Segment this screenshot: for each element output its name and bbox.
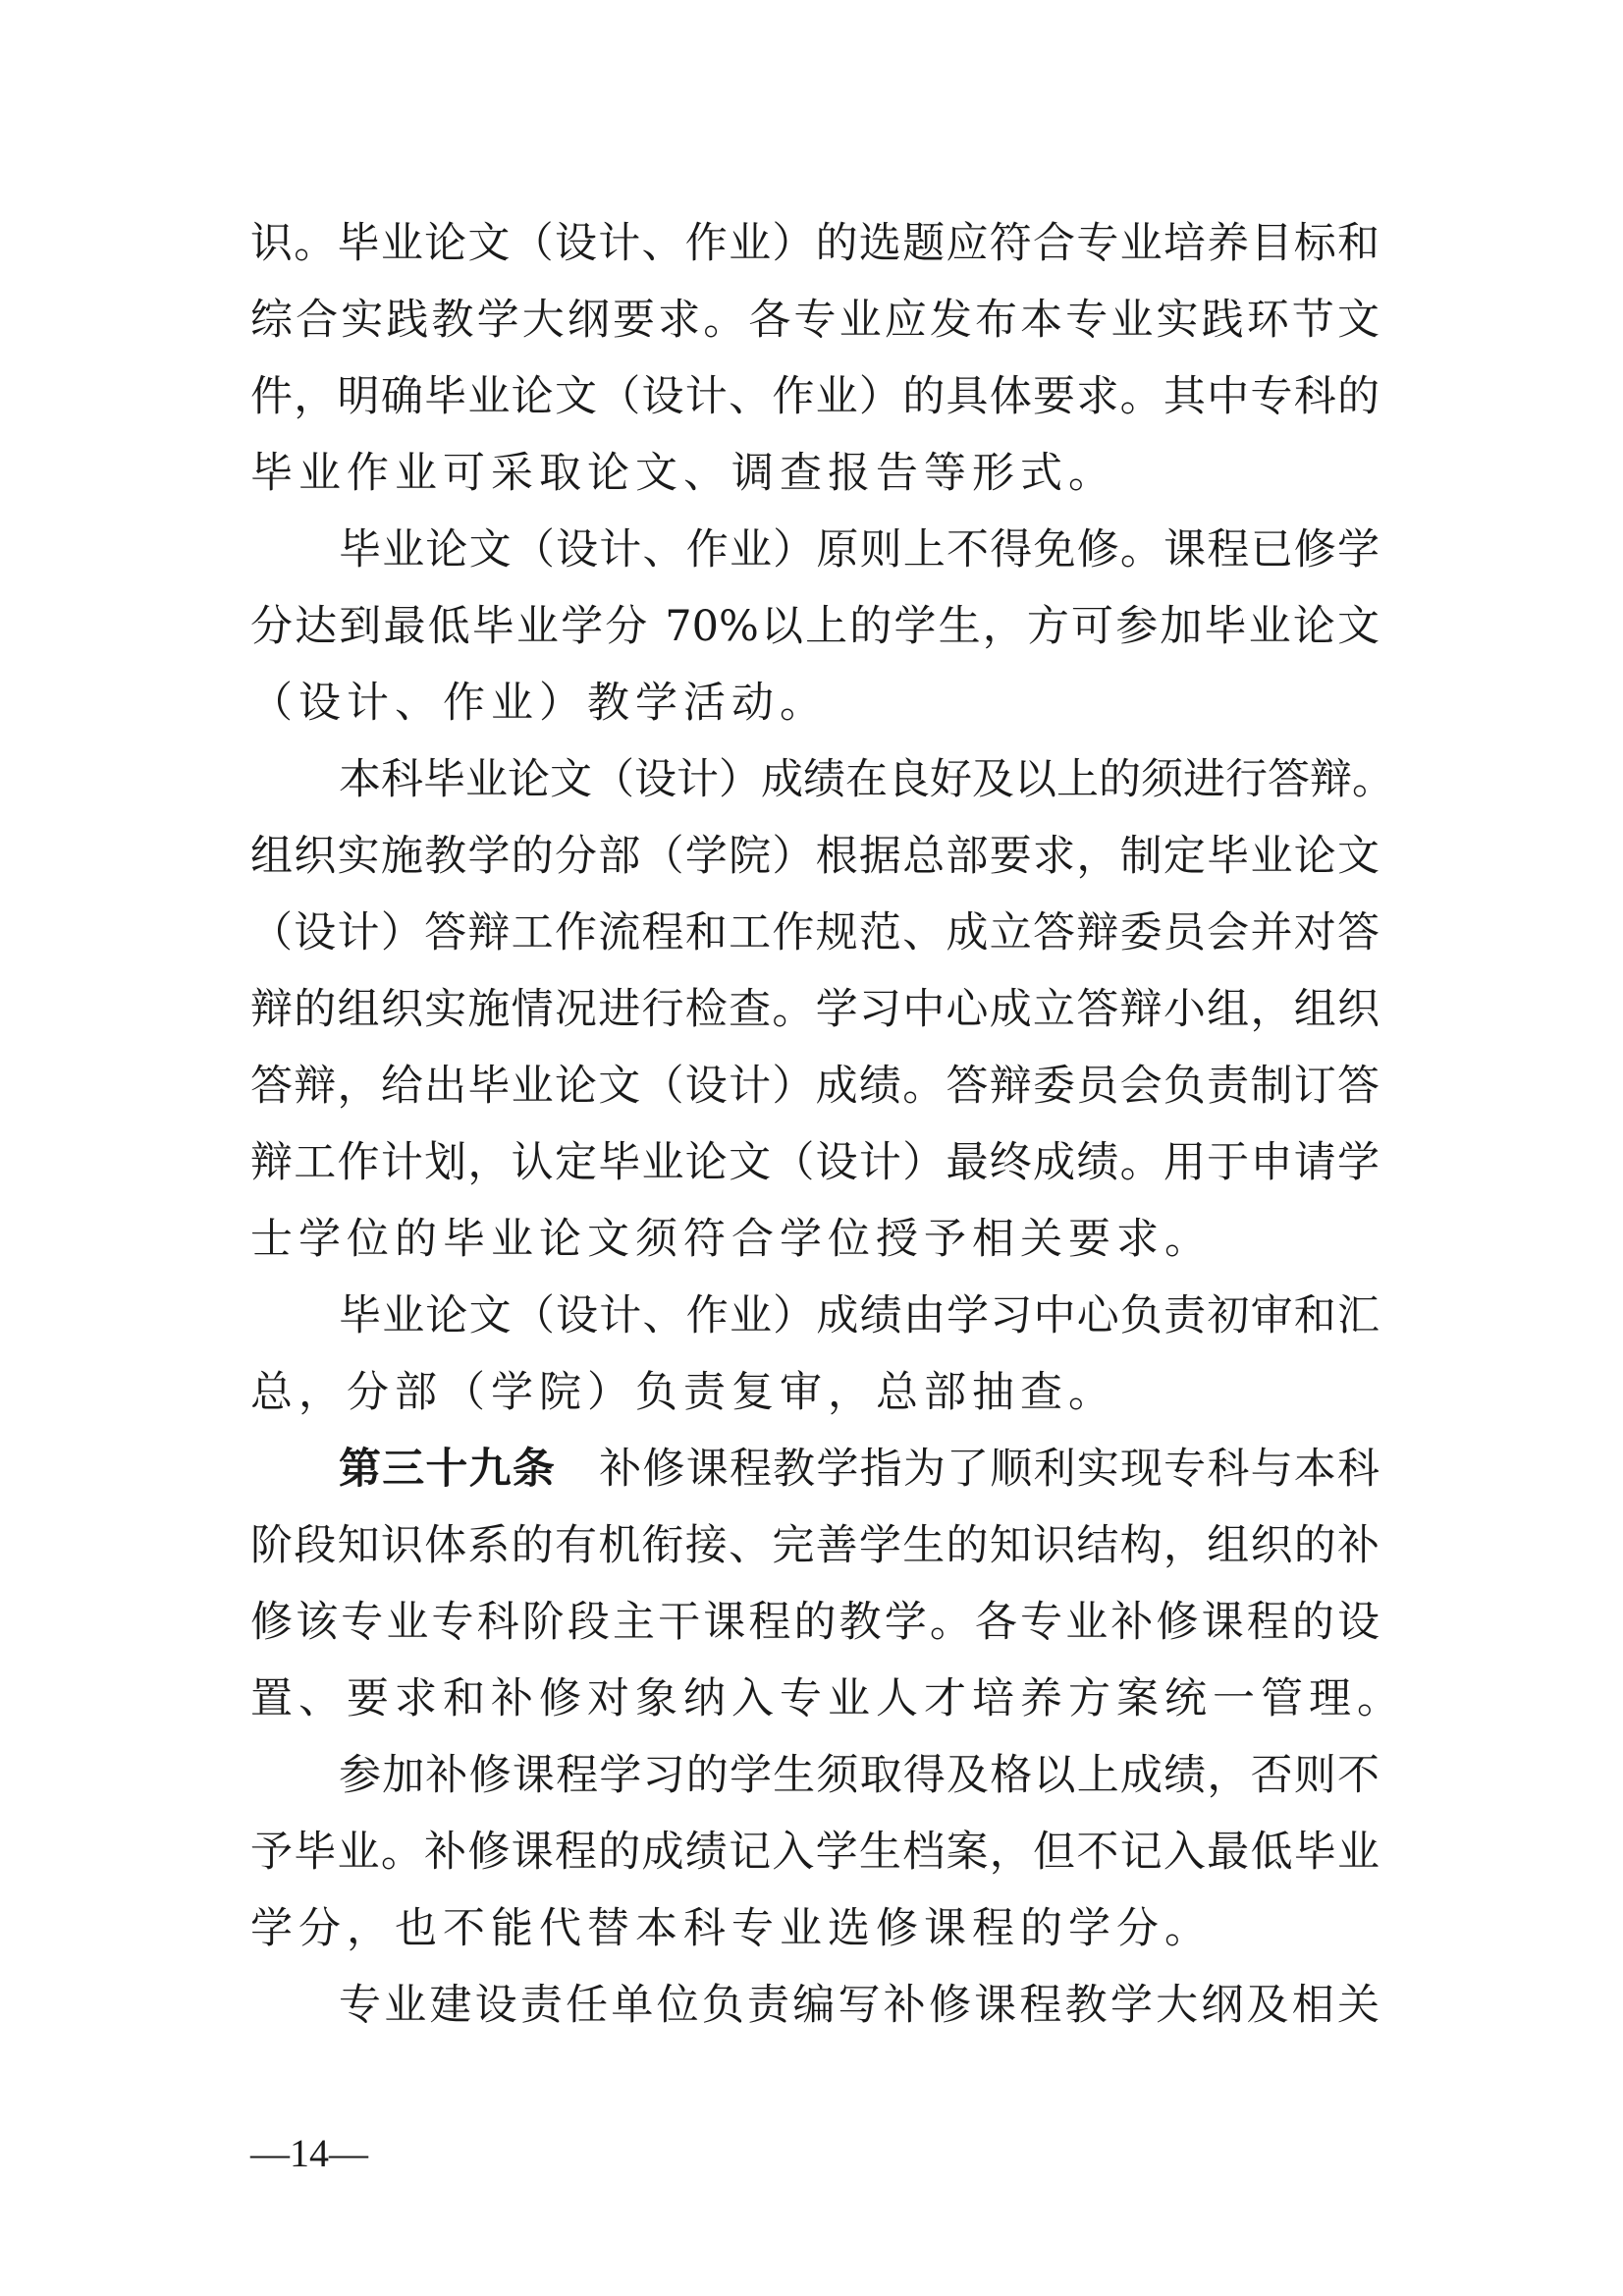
text-line: 置、要求和补修对象纳入专业人才培养方案统一管理。 [250,1674,1405,1723]
text-line: 予毕业。补修课程的成绩记入学生档案，但不记入最低毕业 [250,1828,1380,1877]
article-first-line [339,1440,1380,1499]
text-line: 参加补修课程学习的学生须取得及格以上成绩，否则不 [339,1751,1380,1800]
page-number: —14— [250,2131,368,2175]
text-line: 总，分部（学院）负责复审，总部抽查。 [250,1368,1116,1417]
text-line: 毕业论文（设计、作业）原则上不得免修。课程已修学 [339,525,1380,574]
text-line: 学分，也不能代替本科专业选修课程的学分。 [250,1904,1213,1953]
text-line: 综合实践教学大纲要求。各专业应发布本专业实践环节文 [250,296,1380,345]
text-line: 阶段知识体系的有机衔接、完善学生的知识结构，组织的补 [250,1521,1380,1570]
text-line: 识。毕业论文（设计、作业）的选题应符合专业培养目标和 [250,219,1380,268]
text-line: 组织实施教学的分部（学院）根据总部要求，制定毕业论文 [250,832,1380,881]
text-line: （设计、作业）教学活动。 [250,679,828,728]
text-line: 本科毕业论文（设计）成绩在良好及以上的须进行答辩。 [339,755,1394,804]
text-line: 件，明确毕业论文（设计、作业）的具体要求。其中专科的 [250,372,1380,421]
text-line: 毕业论文（设计、作业）成绩由学习中心负责初审和汇 [339,1291,1380,1340]
text-line: 答辩，给出毕业论文（设计）成绩。答辩委员会负责制订答 [250,1062,1380,1111]
text-line: 毕业作业可采取论文、调查报告等形式。 [250,449,1116,498]
text-line: 专业建设责任单位负责编写补修课程教学大纲及相关 [339,1981,1380,2030]
article-title: 第三十九条 [339,1445,557,1494]
text-line: 辩工作计划，认定毕业论文（设计）最终成绩。用于申请学 [250,1138,1380,1187]
text-line: 辩的组织实施情况进行检查。学习中心成立答辩小组，组织 [250,985,1380,1034]
article-text: 补修课程教学指为了顺利实现专科与本科 [598,1445,1380,1494]
text-line: 修该专业专科阶段主干课程的教学。各专业补修课程的设 [250,1598,1380,1647]
text-line: （设计）答辩工作流程和工作规范、成立答辩委员会并对答 [250,908,1380,957]
text-line: 分达到最低毕业学分 70%以上的学生，方可参加毕业论文 [250,602,1380,651]
text-line: 士学位的毕业论文须符合学位授予相关要求。 [250,1215,1213,1264]
